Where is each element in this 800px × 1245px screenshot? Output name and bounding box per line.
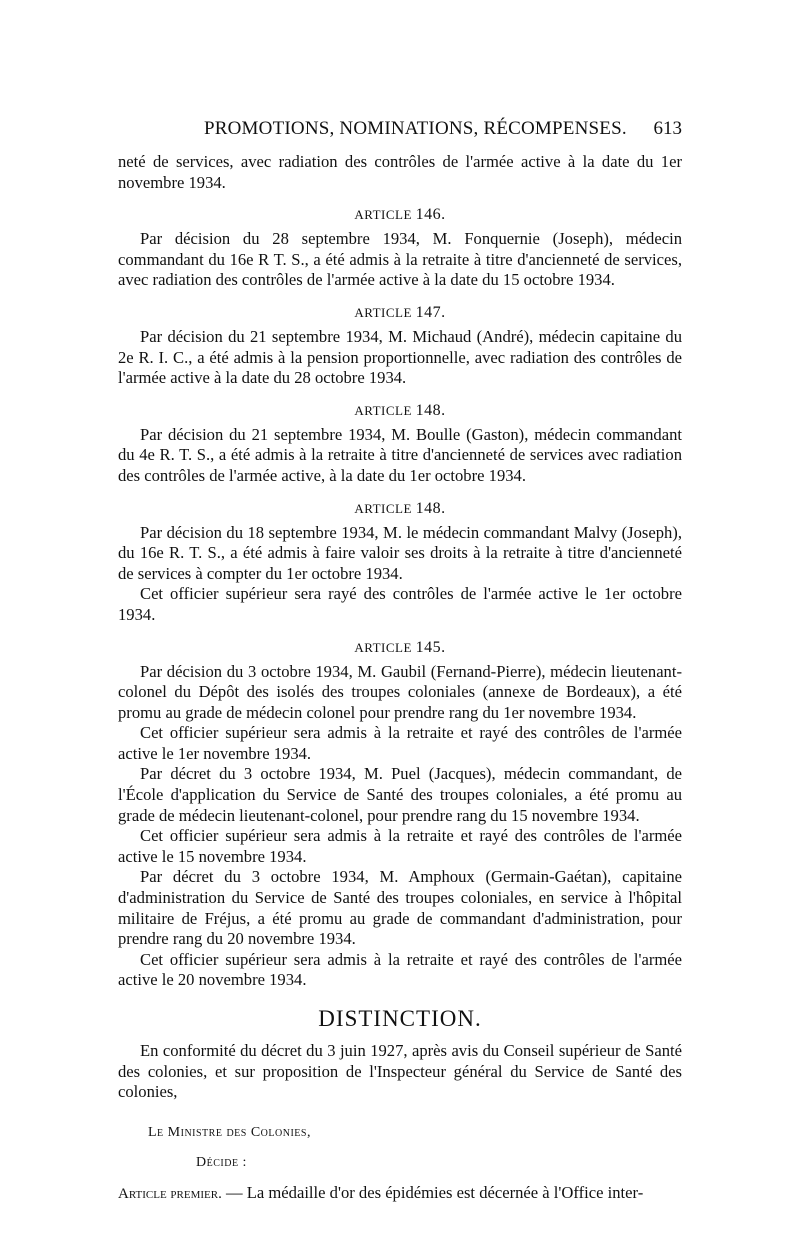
body-paragraph: Cet officier supérieur sera rayé des contrôles de l'armée active le 1er octobre 1934. bbox=[118, 584, 682, 624]
body-paragraph: neté de services, avec radiation des contrôles de l'armée active à la date du 1er novembre 1934. bbox=[118, 152, 682, 192]
body-paragraph: Par décision du 21 septembre 1934, M. Boulle (Gaston), médecin commandant du 4e R. T. S., a été admis à la retraite à titre d'ancienneté de services avec radiation des contrôles de l'armée active, à la date du 1er octobre 1934. bbox=[118, 424, 682, 485]
article-number: 148. bbox=[415, 499, 446, 517]
body-paragraph: Cet officier supérieur sera admis à la retraite et rayé des contrôles de l'armée active le 1er novembre 1934. bbox=[118, 723, 682, 763]
page-number: 613 bbox=[653, 118, 682, 139]
section-title: DISTINCTION. bbox=[318, 1006, 482, 1031]
article-heading bbox=[118, 401, 682, 421]
article-label: ARTICLE bbox=[354, 402, 412, 418]
article-premier-label: Article premier. bbox=[118, 1185, 222, 1202]
article-premier bbox=[118, 1183, 682, 1205]
article-number: 146. bbox=[415, 206, 446, 224]
decide-line: Décide : bbox=[196, 1154, 247, 1170]
article-heading bbox=[118, 499, 682, 519]
body-paragraph: Par décision du 3 octobre 1934, M. Gaubil (Fernand-Pierre), médecin lieutenant-colonel du Dépôt des isolés des troupes coloniales (annexe de Bordeaux), a été promu au grade de médecin colonel pour prendre rang du 1er novembre 1934. bbox=[118, 661, 682, 722]
article-label: ARTICLE bbox=[354, 639, 412, 655]
body-paragraph: Par décision du 18 septembre 1934, M. le médecin commandant Malvy (Joseph), du 16e R. T. S., a été admis à faire valoir ses droits à la retraite à titre d'ancienneté de services à compter du 1er octobre 1934. bbox=[118, 522, 682, 583]
body-paragraph: Par décision du 21 septembre 1934, M. Michaud (André), médecin capitaine du 2e R. I. C., a été admis à la pension proportionnelle, avec radiation des contrôles de l'armée active à la date du 28 octobre 1934. bbox=[118, 326, 682, 388]
body-paragraph: Par décret du 3 octobre 1934, M. Puel (Jacques), médecin commandant, de l'École d'application du Service de Santé des troupes coloniales, a été promu au grade de médecin lieutenant-colonel, pour prendre rang du 15 novembre 1934. bbox=[118, 764, 682, 825]
article-number: 147. bbox=[415, 303, 446, 321]
article-heading bbox=[118, 303, 682, 323]
article-label: ARTICLE bbox=[354, 304, 412, 320]
article-label: ARTICLE bbox=[354, 207, 412, 223]
article-number: 148. bbox=[415, 401, 446, 419]
running-header bbox=[118, 118, 682, 146]
body-paragraph: Par décret du 3 octobre 1934, M. Amphoux (Germain-Gaétan), capitaine d'administration du Service de Santé des troupes coloniales, en service à l'hôpital militaire de Fréjus, a été promu au grade de commandant d'administration, pour prendre rang du 20 novembre 1934. bbox=[118, 867, 682, 949]
article-heading bbox=[118, 638, 682, 658]
article-premier-text: — La médaille d'or des épidémies est décernée à l'Office inter- bbox=[221, 1182, 644, 1202]
article-label: ARTICLE bbox=[354, 500, 412, 516]
ministre-line: Le Ministre des Colonies, bbox=[148, 1124, 311, 1140]
article-heading bbox=[118, 205, 682, 225]
article-number: 145. bbox=[415, 638, 446, 656]
running-title: PROMOTIONS, NOMINATIONS, RÉCOMPENSES. bbox=[204, 118, 627, 139]
body-paragraph: Cet officier supérieur sera admis à la retraite et rayé des contrôles de l'armée active le 20 novembre 1934. bbox=[118, 949, 682, 990]
body-paragraph: Cet officier supérieur sera admis à la retraite et rayé des contrôles de l'armée active le 15 novembre 1934. bbox=[118, 826, 682, 866]
body-paragraph: Par décision du 28 septembre 1934, M. Fonquernie (Joseph), médecin commandant du 16e R T. S., a été admis à la retraite à titre d'ancienneté de services, avec radiation des contrôles de l'armée active à la date du 15 octobre 1934. bbox=[118, 229, 682, 290]
distinction-intro: En conformité du décret du 3 juin 1927, après avis du Conseil supérieur de Santé des colonies, et sur proposition de l'Inspecteur général du Service de Santé des colonies, bbox=[118, 1041, 682, 1102]
document-body bbox=[118, 152, 682, 1204]
